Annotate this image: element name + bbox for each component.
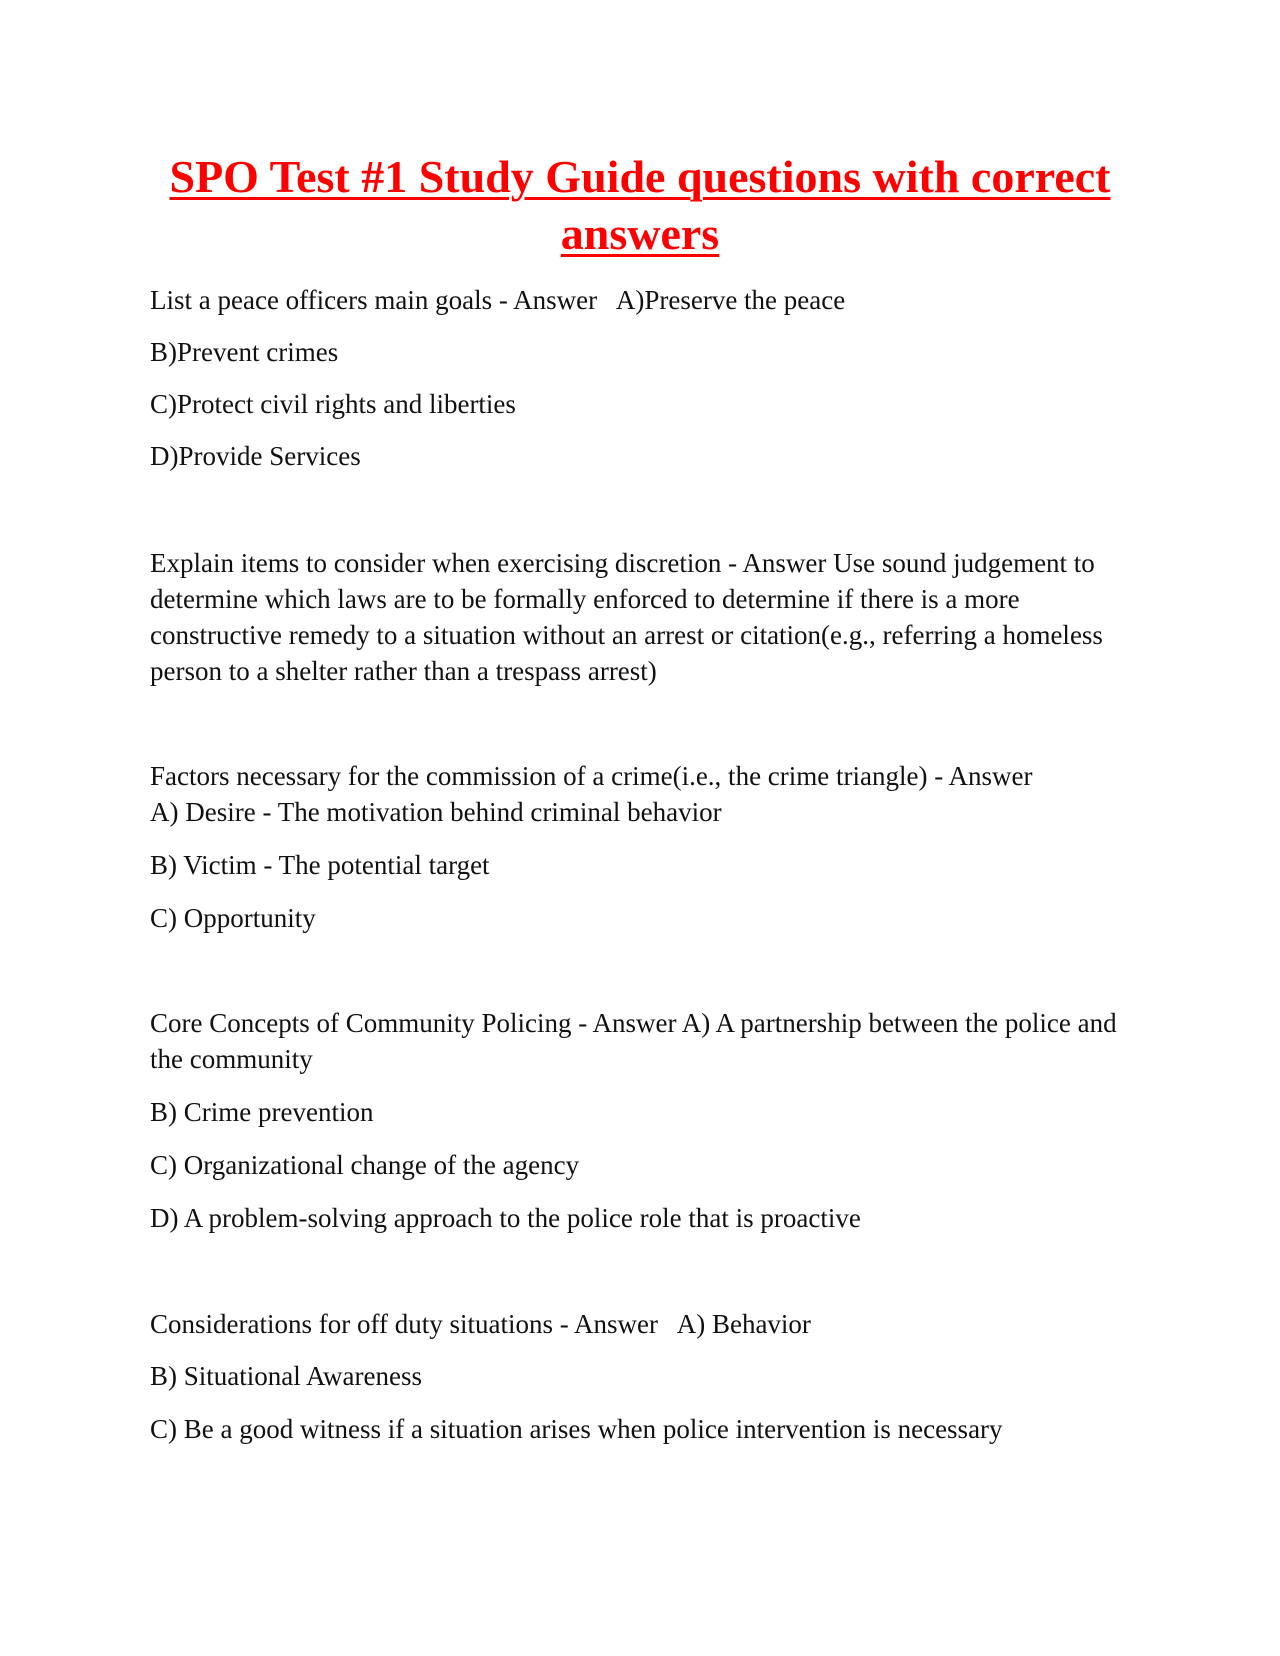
q1-line-b: B)Prevent crimes bbox=[150, 337, 339, 367]
q4-paragraph: Core Concepts of Community Policing - Answer A) A partnership between the police and the community bbox=[150, 1008, 1117, 1074]
q3-question: Factors necessary for the commission of a crime(i.e., the crime triangle) - Answer bbox=[150, 761, 1033, 791]
q2-paragraph: Explain items to consider when exercising discretion - Answer Use sound judgement to determine which laws are to be formally enforced to determine if there is a more constructive remedy to a situation without an arrest or citation(e.g., referring a homeless person to a shelter rather than a trespass arrest) bbox=[150, 548, 1103, 686]
q5-line-b: B) Situational Awareness bbox=[150, 1361, 422, 1391]
q3-line-a: A) Desire - The motivation behind criminal behavior bbox=[150, 797, 722, 827]
q3-line-b: B) Victim - The potential target bbox=[150, 850, 490, 880]
q4-line-c: C) Organizational change of the agency bbox=[150, 1150, 580, 1180]
q4-line-d: D) A problem-solving approach to the police role that is proactive bbox=[150, 1203, 861, 1233]
q3-line-c: C) Opportunity bbox=[150, 903, 316, 933]
q4-line-b: B) Crime prevention bbox=[150, 1097, 374, 1127]
q1-line-a: List a peace officers main goals - Answer A)Preserve the peace bbox=[150, 285, 846, 315]
q5-line-c: C) Be a good witness if a situation arises when police intervention is necessary bbox=[150, 1414, 1003, 1444]
q1-line-c: C)Protect civil rights and liberties bbox=[150, 389, 516, 419]
document-title: SPO Test #1 Study Guide questions with correct answers bbox=[169, 151, 1111, 259]
q5-line-a: Considerations for off duty situations - Answer A) Behavior bbox=[150, 1309, 811, 1339]
q1-line-d: D)Provide Services bbox=[150, 441, 361, 471]
